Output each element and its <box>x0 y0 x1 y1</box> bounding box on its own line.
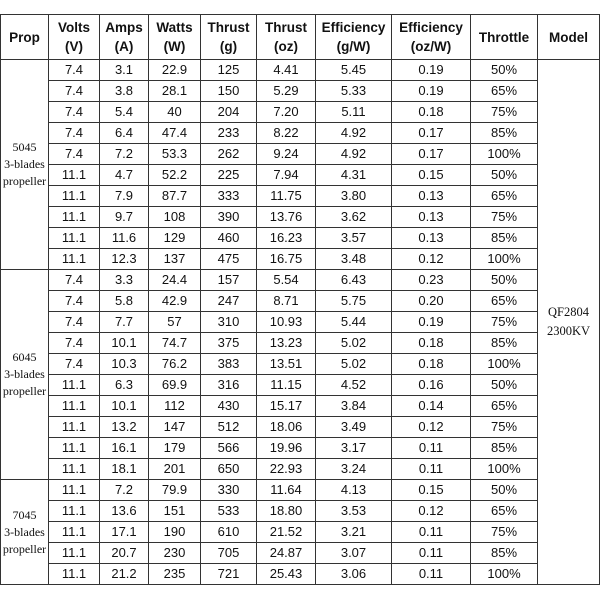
cell-efficiency-ozw: 0.16 <box>392 375 471 396</box>
cell-throttle: 65% <box>471 81 538 102</box>
cell-throttle: 65% <box>471 501 538 522</box>
cell-throttle: 75% <box>471 417 538 438</box>
cell-watts: 42.9 <box>149 291 201 312</box>
table-row <box>1 396 600 417</box>
cell-throttle: 100% <box>471 459 538 480</box>
cell-amps: 3.3 <box>100 270 149 291</box>
cell-thrust-oz: 4.41 <box>257 60 316 81</box>
header-model <box>538 15 600 60</box>
cell-amps: 5.8 <box>100 291 149 312</box>
cell-efficiency-gw: 3.21 <box>316 522 392 543</box>
cell-efficiency-gw: 3.80 <box>316 186 392 207</box>
cell-thrust-oz: 5.54 <box>257 270 316 291</box>
cell-thrust-oz: 11.15 <box>257 375 316 396</box>
cell-thrust-oz: 9.24 <box>257 144 316 165</box>
header-amps <box>100 15 149 60</box>
cell-thrust-g: 333 <box>201 186 257 207</box>
header-unit: (A) <box>114 39 134 54</box>
cell-volts: 7.4 <box>49 81 100 102</box>
cell-thrust-g: 721 <box>201 564 257 585</box>
header-label: Prop <box>9 29 40 45</box>
cell-thrust-g: 125 <box>201 60 257 81</box>
cell-thrust-oz: 24.87 <box>257 543 316 564</box>
cell-watts: 129 <box>149 228 201 249</box>
cell-thrust-g: 157 <box>201 270 257 291</box>
cell-efficiency-gw: 5.02 <box>316 354 392 375</box>
cell-thrust-oz: 16.75 <box>257 249 316 270</box>
cell-volts: 7.4 <box>49 102 100 123</box>
cell-watts: 57 <box>149 312 201 333</box>
cell-throttle: 50% <box>471 270 538 291</box>
cell-efficiency-gw: 3.57 <box>316 228 392 249</box>
cell-throttle: 65% <box>471 396 538 417</box>
cell-efficiency-gw: 5.44 <box>316 312 392 333</box>
cell-watts: 230 <box>149 543 201 564</box>
cell-efficiency-ozw: 0.11 <box>392 438 471 459</box>
cell-efficiency-gw: 3.06 <box>316 564 392 585</box>
model-name: QF2804 <box>548 305 589 319</box>
cell-efficiency-ozw: 0.19 <box>392 81 471 102</box>
header-efficiency-gw <box>316 15 392 60</box>
cell-thrust-g: 383 <box>201 354 257 375</box>
prop-type: propeller <box>2 384 47 398</box>
cell-watts: 74.7 <box>149 333 201 354</box>
cell-thrust-oz: 19.96 <box>257 438 316 459</box>
cell-volts: 11.1 <box>49 186 100 207</box>
table-row <box>1 543 600 564</box>
cell-efficiency-gw: 3.49 <box>316 417 392 438</box>
table-row <box>1 459 600 480</box>
prop-size: 7045 <box>12 507 37 522</box>
cell-efficiency-ozw: 0.13 <box>392 207 471 228</box>
cell-throttle: 65% <box>471 291 538 312</box>
cell-efficiency-gw: 5.75 <box>316 291 392 312</box>
cell-efficiency-gw: 3.84 <box>316 396 392 417</box>
cell-efficiency-ozw: 0.17 <box>392 144 471 165</box>
cell-watts: 79.9 <box>149 480 201 501</box>
cell-efficiency-gw: 4.92 <box>316 123 392 144</box>
cell-volts: 7.4 <box>49 144 100 165</box>
cell-throttle: 100% <box>471 144 538 165</box>
prop-type: propeller <box>2 174 47 188</box>
cell-thrust-g: 204 <box>201 102 257 123</box>
cell-efficiency-gw: 5.02 <box>316 333 392 354</box>
cell-volts: 11.1 <box>49 228 100 249</box>
cell-throttle: 75% <box>471 522 538 543</box>
cell-amps: 21.2 <box>100 564 149 585</box>
header-label: Volts <box>57 20 90 35</box>
motor-prop-performance-table <box>0 14 600 585</box>
cell-amps: 3.1 <box>100 60 149 81</box>
cell-efficiency-gw: 4.92 <box>316 144 392 165</box>
cell-amps: 11.6 <box>100 228 149 249</box>
table-row <box>1 438 600 459</box>
cell-watts: 190 <box>149 522 201 543</box>
cell-amps: 5.4 <box>100 102 149 123</box>
cell-thrust-oz: 8.22 <box>257 123 316 144</box>
cell-thrust-g: 375 <box>201 333 257 354</box>
cell-thrust-oz: 25.43 <box>257 564 316 585</box>
cell-throttle: 100% <box>471 249 538 270</box>
cell-watts: 22.9 <box>149 60 201 81</box>
cell-throttle: 50% <box>471 165 538 186</box>
header-unit: (g) <box>219 39 238 54</box>
cell-efficiency-gw: 3.17 <box>316 438 392 459</box>
cell-thrust-oz: 16.23 <box>257 228 316 249</box>
cell-thrust-g: 150 <box>201 81 257 102</box>
prop-type: propeller <box>2 541 47 556</box>
cell-throttle: 85% <box>471 543 538 564</box>
model-kv: 2300KV <box>546 324 591 338</box>
cell-watts: 24.4 <box>149 270 201 291</box>
prop-blades: 3-blades <box>4 524 45 539</box>
cell-efficiency-gw: 3.48 <box>316 249 392 270</box>
table-row <box>1 228 600 249</box>
cell-volts: 7.4 <box>49 291 100 312</box>
cell-volts: 11.1 <box>49 564 100 585</box>
cell-watts: 151 <box>149 501 201 522</box>
cell-amps: 3.8 <box>100 81 149 102</box>
cell-thrust-oz: 13.23 <box>257 333 316 354</box>
cell-efficiency-ozw: 0.12 <box>392 417 471 438</box>
cell-thrust-oz: 5.29 <box>257 81 316 102</box>
model-cell <box>538 60 600 585</box>
cell-efficiency-ozw: 0.11 <box>392 564 471 585</box>
cell-efficiency-ozw: 0.19 <box>392 312 471 333</box>
cell-thrust-oz: 21.52 <box>257 522 316 543</box>
cell-thrust-oz: 7.94 <box>257 165 316 186</box>
cell-efficiency-ozw: 0.12 <box>392 501 471 522</box>
cell-throttle: 85% <box>471 438 538 459</box>
cell-watts: 40 <box>149 102 201 123</box>
cell-volts: 7.4 <box>49 333 100 354</box>
prop-size: 5045 <box>12 140 37 154</box>
prop-blades: 3-blades <box>4 157 45 171</box>
cell-efficiency-gw: 5.33 <box>316 81 392 102</box>
header-row <box>1 15 600 60</box>
cell-efficiency-ozw: 0.18 <box>392 354 471 375</box>
table-row <box>1 417 600 438</box>
header-unit: (V) <box>65 39 83 54</box>
cell-throttle: 85% <box>471 228 538 249</box>
cell-watts: 112 <box>149 396 201 417</box>
cell-efficiency-gw: 3.07 <box>316 543 392 564</box>
cell-amps: 7.7 <box>100 312 149 333</box>
table-row <box>1 501 600 522</box>
header-efficiency-ozw <box>392 15 471 60</box>
cell-amps: 13.2 <box>100 417 149 438</box>
cell-throttle: 100% <box>471 564 538 585</box>
header-volts <box>49 15 100 60</box>
cell-volts: 11.1 <box>49 459 100 480</box>
cell-thrust-g: 233 <box>201 123 257 144</box>
prop-size: 6045 <box>12 350 37 364</box>
cell-throttle: 50% <box>471 480 538 501</box>
cell-thrust-oz: 10.93 <box>257 312 316 333</box>
cell-efficiency-gw: 3.62 <box>316 207 392 228</box>
cell-efficiency-ozw: 0.13 <box>392 186 471 207</box>
cell-throttle: 75% <box>471 102 538 123</box>
table-row <box>1 480 600 501</box>
cell-thrust-g: 475 <box>201 249 257 270</box>
header-label: Watts <box>156 20 193 35</box>
cell-efficiency-ozw: 0.14 <box>392 396 471 417</box>
cell-amps: 7.2 <box>100 144 149 165</box>
cell-efficiency-gw: 4.13 <box>316 480 392 501</box>
table-body <box>1 60 600 585</box>
table-row <box>1 354 600 375</box>
prop-cell <box>1 480 49 585</box>
cell-amps: 10.1 <box>100 333 149 354</box>
cell-throttle: 85% <box>471 123 538 144</box>
cell-volts: 7.4 <box>49 312 100 333</box>
cell-thrust-g: 566 <box>201 438 257 459</box>
table-row <box>1 207 600 228</box>
cell-efficiency-ozw: 0.12 <box>392 249 471 270</box>
table-row <box>1 144 600 165</box>
cell-thrust-oz: 15.17 <box>257 396 316 417</box>
header-label: Efficiency <box>321 20 386 35</box>
prop-cell <box>1 270 49 480</box>
cell-thrust-g: 390 <box>201 207 257 228</box>
cell-volts: 11.1 <box>49 417 100 438</box>
table-row <box>1 102 600 123</box>
cell-volts: 7.4 <box>49 123 100 144</box>
cell-volts: 7.4 <box>49 60 100 81</box>
cell-throttle: 75% <box>471 207 538 228</box>
header-label: Thrust <box>265 20 307 35</box>
cell-efficiency-ozw: 0.15 <box>392 480 471 501</box>
cell-amps: 18.1 <box>100 459 149 480</box>
cell-volts: 11.1 <box>49 543 100 564</box>
table-row <box>1 375 600 396</box>
cell-thrust-g: 262 <box>201 144 257 165</box>
cell-thrust-g: 705 <box>201 543 257 564</box>
cell-efficiency-gw: 5.11 <box>316 102 392 123</box>
cell-thrust-g: 316 <box>201 375 257 396</box>
cell-thrust-g: 460 <box>201 228 257 249</box>
cell-volts: 11.1 <box>49 249 100 270</box>
cell-throttle: 65% <box>471 186 538 207</box>
cell-throttle: 100% <box>471 354 538 375</box>
table-row <box>1 522 600 543</box>
table-row <box>1 123 600 144</box>
header-thrust-oz <box>257 15 316 60</box>
cell-thrust-oz: 7.20 <box>257 102 316 123</box>
cell-efficiency-ozw: 0.20 <box>392 291 471 312</box>
cell-efficiency-gw: 6.43 <box>316 270 392 291</box>
table-row <box>1 81 600 102</box>
cell-efficiency-gw: 4.52 <box>316 375 392 396</box>
prop-blades: 3-blades <box>4 367 45 381</box>
header-label: Amps <box>105 20 143 35</box>
cell-efficiency-gw: 3.53 <box>316 501 392 522</box>
cell-efficiency-gw: 4.31 <box>316 165 392 186</box>
cell-volts: 7.4 <box>49 354 100 375</box>
cell-thrust-g: 650 <box>201 459 257 480</box>
header-throttle <box>471 15 538 60</box>
cell-amps: 4.7 <box>100 165 149 186</box>
cell-watts: 179 <box>149 438 201 459</box>
header-label: Efficiency <box>399 20 463 35</box>
header-unit: (g/W) <box>336 39 371 54</box>
cell-watts: 147 <box>149 417 201 438</box>
prop-cell <box>1 60 49 270</box>
header-unit: (oz) <box>274 39 298 54</box>
header-thrust-g <box>201 15 257 60</box>
cell-amps: 6.3 <box>100 375 149 396</box>
cell-thrust-oz: 22.93 <box>257 459 316 480</box>
cell-efficiency-ozw: 0.11 <box>392 522 471 543</box>
cell-watts: 87.7 <box>149 186 201 207</box>
cell-watts: 76.2 <box>149 354 201 375</box>
cell-watts: 69.9 <box>149 375 201 396</box>
cell-efficiency-ozw: 0.11 <box>392 459 471 480</box>
cell-amps: 10.3 <box>100 354 149 375</box>
cell-watts: 137 <box>149 249 201 270</box>
cell-thrust-oz: 13.51 <box>257 354 316 375</box>
cell-throttle: 50% <box>471 375 538 396</box>
cell-volts: 7.4 <box>49 270 100 291</box>
header-label: Thrust <box>207 20 250 35</box>
cell-efficiency-ozw: 0.17 <box>392 123 471 144</box>
cell-throttle: 50% <box>471 60 538 81</box>
cell-efficiency-ozw: 0.23 <box>392 270 471 291</box>
cell-watts: 108 <box>149 207 201 228</box>
cell-volts: 11.1 <box>49 375 100 396</box>
cell-efficiency-ozw: 0.19 <box>392 60 471 81</box>
header-unit: (oz/W) <box>410 39 452 54</box>
cell-thrust-oz: 18.80 <box>257 501 316 522</box>
cell-efficiency-gw: 3.24 <box>316 459 392 480</box>
cell-thrust-oz: 8.71 <box>257 291 316 312</box>
cell-watts: 47.4 <box>149 123 201 144</box>
cell-thrust-g: 610 <box>201 522 257 543</box>
table-row <box>1 249 600 270</box>
cell-thrust-oz: 11.64 <box>257 480 316 501</box>
cell-amps: 10.1 <box>100 396 149 417</box>
cell-thrust-g: 310 <box>201 312 257 333</box>
cell-thrust-g: 247 <box>201 291 257 312</box>
cell-volts: 11.1 <box>49 207 100 228</box>
cell-watts: 52.2 <box>149 165 201 186</box>
cell-watts: 28.1 <box>149 81 201 102</box>
cell-amps: 20.7 <box>100 543 149 564</box>
table-row <box>1 312 600 333</box>
header-watts <box>149 15 201 60</box>
header-unit: (W) <box>163 39 186 54</box>
cell-amps: 13.6 <box>100 501 149 522</box>
cell-amps: 6.4 <box>100 123 149 144</box>
cell-efficiency-gw: 5.45 <box>316 60 392 81</box>
cell-efficiency-ozw: 0.13 <box>392 228 471 249</box>
cell-watts: 201 <box>149 459 201 480</box>
cell-throttle: 85% <box>471 333 538 354</box>
cell-thrust-oz: 13.76 <box>257 207 316 228</box>
cell-volts: 11.1 <box>49 501 100 522</box>
cell-thrust-g: 512 <box>201 417 257 438</box>
cell-efficiency-ozw: 0.18 <box>392 333 471 354</box>
cell-thrust-g: 225 <box>201 165 257 186</box>
cell-volts: 11.1 <box>49 165 100 186</box>
cell-amps: 7.2 <box>100 480 149 501</box>
table-row <box>1 270 600 291</box>
cell-amps: 16.1 <box>100 438 149 459</box>
cell-thrust-g: 430 <box>201 396 257 417</box>
cell-thrust-oz: 11.75 <box>257 186 316 207</box>
table-row <box>1 60 600 81</box>
table-row <box>1 165 600 186</box>
cell-volts: 11.1 <box>49 438 100 459</box>
header-label: Model <box>549 29 588 45</box>
cell-throttle: 75% <box>471 312 538 333</box>
cell-watts: 235 <box>149 564 201 585</box>
cell-amps: 17.1 <box>100 522 149 543</box>
cell-efficiency-ozw: 0.11 <box>392 543 471 564</box>
cell-thrust-g: 330 <box>201 480 257 501</box>
spec-table-container <box>0 14 600 585</box>
cell-watts: 53.3 <box>149 144 201 165</box>
cell-thrust-g: 533 <box>201 501 257 522</box>
table-row <box>1 333 600 354</box>
cell-efficiency-ozw: 0.15 <box>392 165 471 186</box>
cell-efficiency-ozw: 0.18 <box>392 102 471 123</box>
header-label: Throttle <box>478 29 530 45</box>
cell-amps: 12.3 <box>100 249 149 270</box>
table-row <box>1 564 600 585</box>
table-row <box>1 291 600 312</box>
cell-volts: 11.1 <box>49 522 100 543</box>
cell-amps: 7.9 <box>100 186 149 207</box>
header-prop <box>1 15 49 60</box>
table-row <box>1 186 600 207</box>
cell-volts: 11.1 <box>49 396 100 417</box>
cell-amps: 9.7 <box>100 207 149 228</box>
cell-thrust-oz: 18.06 <box>257 417 316 438</box>
cell-volts: 11.1 <box>49 480 100 501</box>
